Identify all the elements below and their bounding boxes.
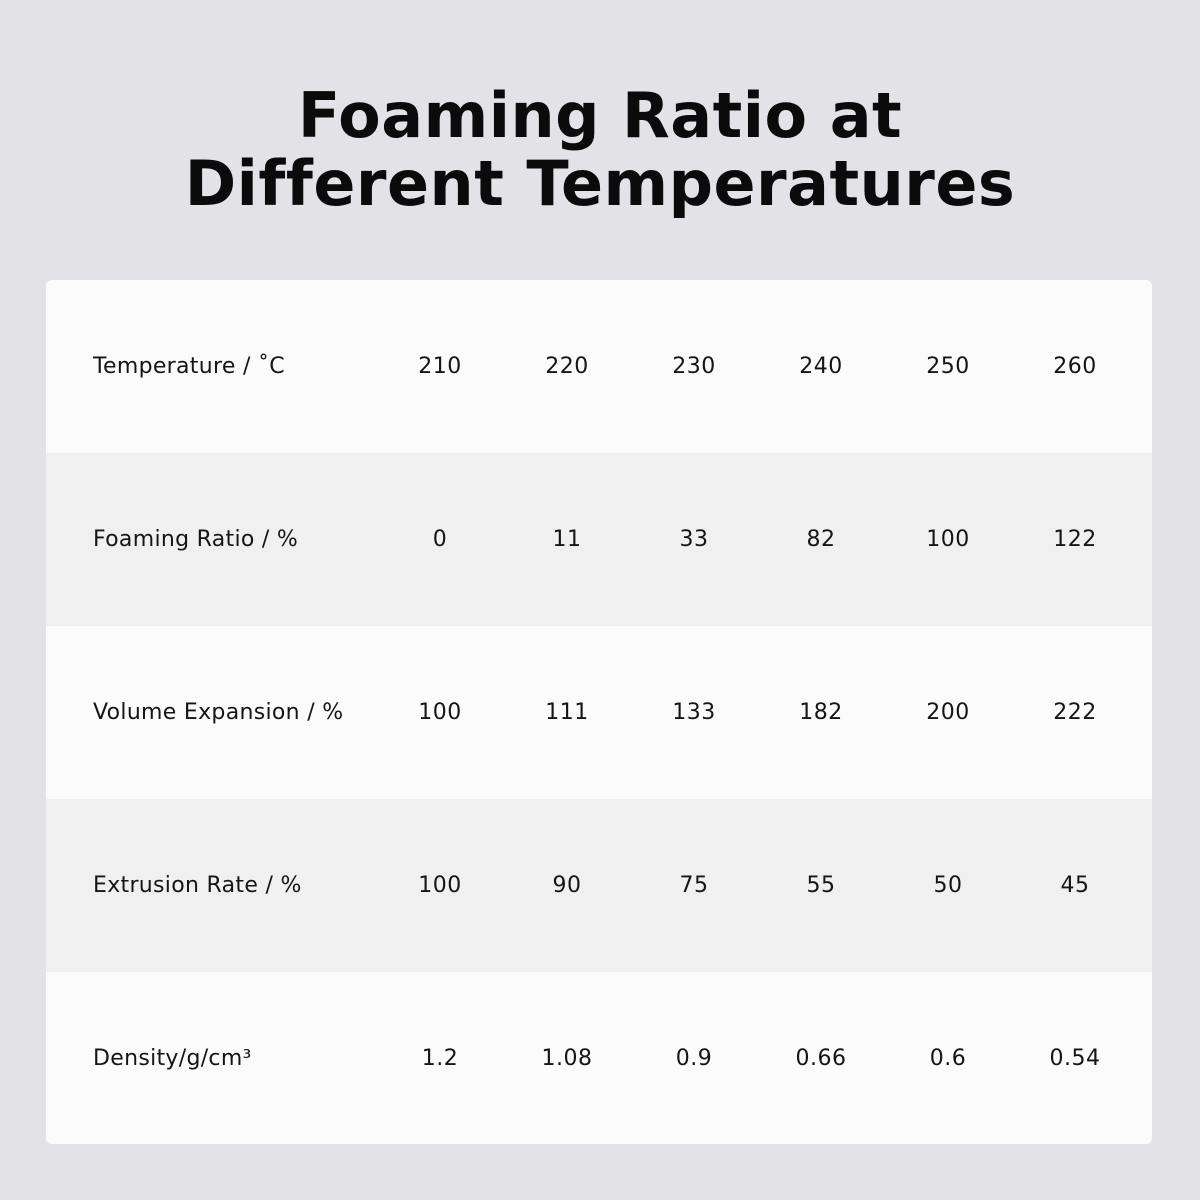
table-cell: 1.08 bbox=[541, 1046, 593, 1071]
table-cell: 230 bbox=[672, 354, 716, 379]
table-cell: 133 bbox=[672, 700, 716, 725]
table-cell: 0.9 bbox=[675, 1046, 713, 1071]
table-cell: 250 bbox=[926, 354, 970, 379]
row-label: Extrusion Rate / % bbox=[93, 873, 302, 898]
page-title bbox=[0, 79, 1200, 220]
table-cell: 100 bbox=[418, 873, 462, 898]
table-cell: 0.66 bbox=[795, 1046, 847, 1071]
title-line-1: Foaming Ratio at bbox=[297, 79, 903, 152]
table-row-extrusion-rate bbox=[46, 799, 1152, 972]
table-row-temperature bbox=[46, 280, 1152, 453]
table-cell: 11 bbox=[552, 527, 582, 552]
row-label: Temperature / ˚C bbox=[93, 354, 285, 379]
row-label: Volume Expansion / % bbox=[93, 700, 344, 725]
table-cell: 220 bbox=[545, 354, 589, 379]
table-cell: 100 bbox=[926, 527, 970, 552]
table-cell: 82 bbox=[806, 527, 836, 552]
table-cell: 0 bbox=[432, 527, 448, 552]
table-cell: 33 bbox=[679, 527, 709, 552]
table-row-density bbox=[46, 972, 1152, 1144]
table-cell: 222 bbox=[1053, 700, 1097, 725]
table-cell: 1.2 bbox=[421, 1046, 459, 1071]
table-cell: 55 bbox=[806, 873, 836, 898]
table-cell: 100 bbox=[418, 700, 462, 725]
table-cell: 0.54 bbox=[1049, 1046, 1101, 1071]
table-cell: 50 bbox=[933, 873, 963, 898]
row-label: Density/g/cm³ bbox=[93, 1046, 252, 1071]
table-cell: 111 bbox=[545, 700, 589, 725]
table-cell: 75 bbox=[679, 873, 709, 898]
table-cell: 210 bbox=[418, 354, 462, 379]
table-cell: 182 bbox=[799, 700, 843, 725]
table-cell: 240 bbox=[799, 354, 843, 379]
table-cell: 90 bbox=[552, 873, 582, 898]
row-label: Foaming Ratio / % bbox=[93, 527, 299, 552]
table-row-volume-expansion bbox=[46, 626, 1152, 799]
table-cell: 200 bbox=[926, 700, 970, 725]
title-line-2: Different Temperatures bbox=[184, 147, 1016, 220]
data-table bbox=[46, 280, 1152, 1144]
table-cell: 45 bbox=[1060, 873, 1090, 898]
table-cell: 0.6 bbox=[929, 1046, 967, 1071]
table-row-foaming-ratio bbox=[46, 453, 1152, 626]
table-cell: 260 bbox=[1053, 354, 1097, 379]
table-cell: 122 bbox=[1053, 527, 1097, 552]
